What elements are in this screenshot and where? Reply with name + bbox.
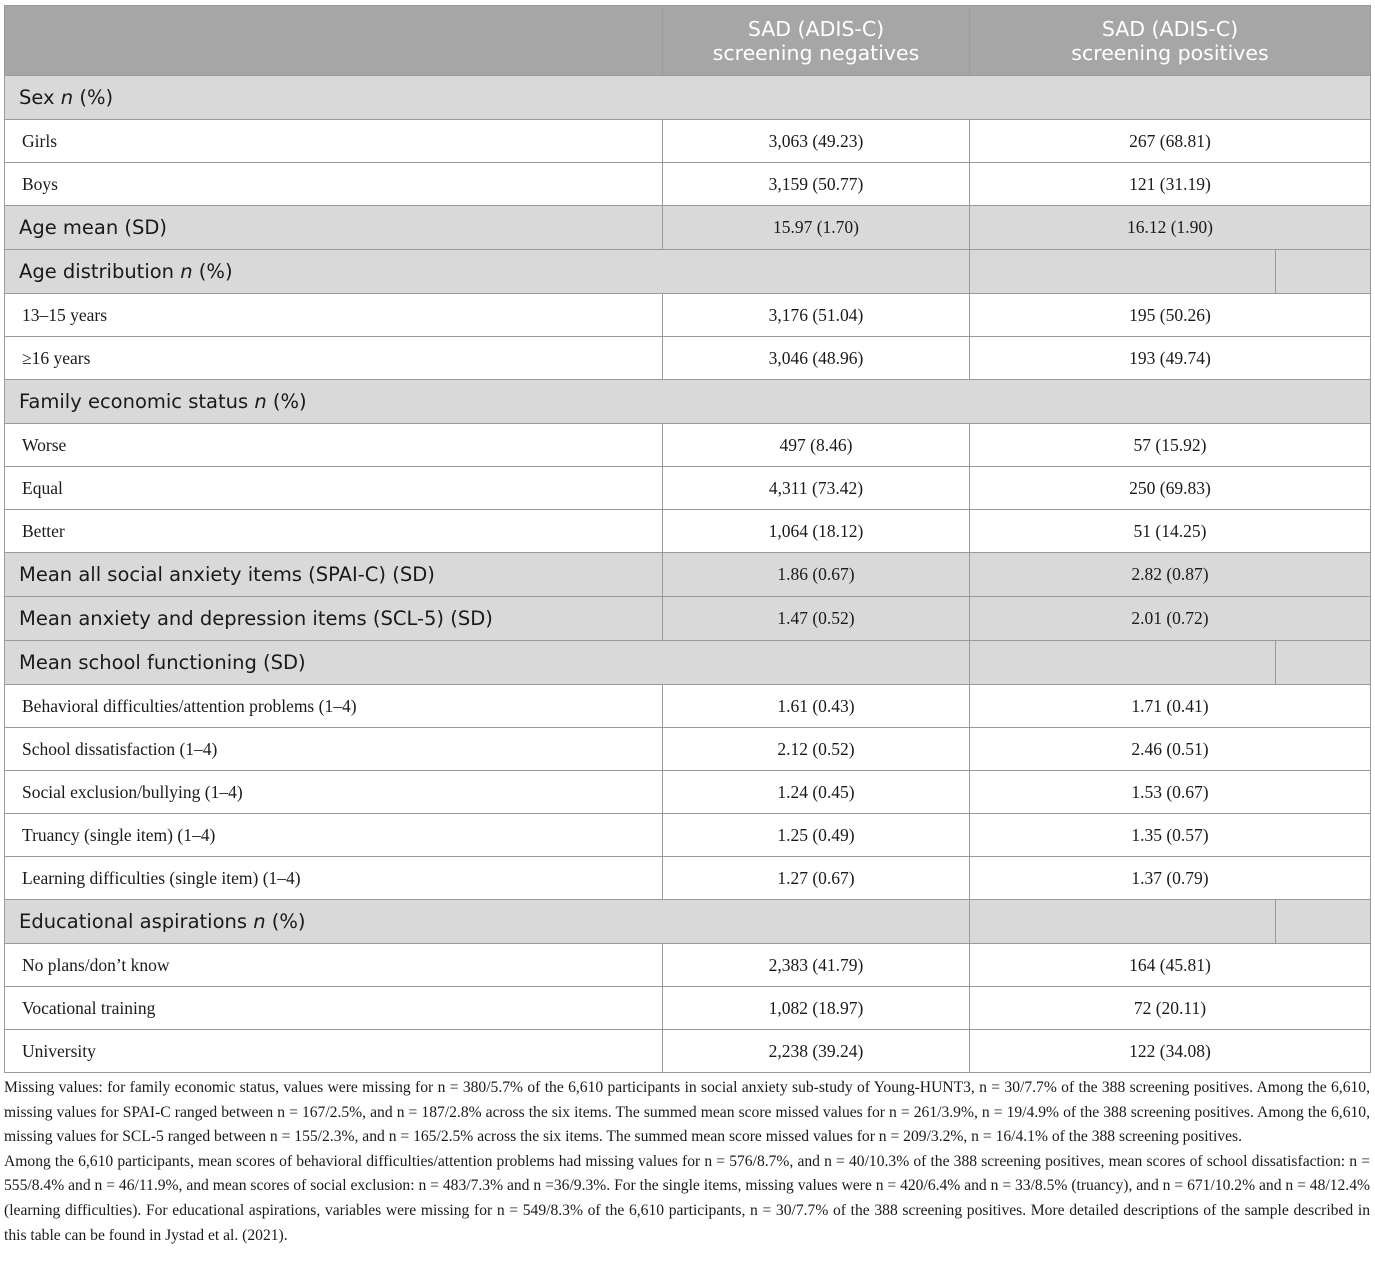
- table-footnotes: [4, 1076, 1370, 1248]
- value-negatives: 1,064 (18.12): [663, 510, 970, 553]
- section-label-text: Family economic status: [19, 390, 255, 413]
- section-label-school-functioning: Mean school functioning (SD): [5, 641, 970, 685]
- section-row-educational-aspirations: [5, 900, 1371, 944]
- row-label: University: [5, 1030, 663, 1073]
- value-positives: 1.53 (0.67): [970, 771, 1371, 814]
- row-label: Girls: [5, 120, 663, 163]
- section-row-sex: [5, 76, 1371, 120]
- table-row: [5, 857, 1371, 900]
- value-negatives: 1.27 (0.67): [663, 857, 970, 900]
- section-label-italic: n: [254, 390, 267, 413]
- value-positives: 2.46 (0.51): [970, 728, 1371, 771]
- value-negatives: 2,383 (41.79): [663, 944, 970, 987]
- header-negatives-line2: screening negatives: [712, 40, 920, 65]
- value-negatives: 1.25 (0.49): [663, 814, 970, 857]
- value-positives: 122 (34.08): [970, 1030, 1371, 1073]
- section-label-italic: n: [60, 86, 74, 109]
- table-row: [5, 120, 1371, 163]
- value-positives: 250 (69.83): [970, 467, 1371, 510]
- footnote-paragraph-2: Among the 6,610 participants, mean scores of behavioral difficulties/attention problems had missing values for n = 576/8.7%, and n = 40/10.3% of the 388 screening positives, mean scores of school dissatisfaction: n = 555/8.4% and n = 46/11.9%, and mean scores of social exclusion: n = 483/7.3% and n =36/9.3%. For the single items, missing values were n = 420/6.4% and n = 33/8.5% (truancy), and n = 671/10.2% and n = 48/12.4% (learning difficulties). For educational aspirations, variables were missing for n = 549/8.3% of the 6,610 participants, n = 30/7.7% of the 388 screening positives. More detailed descriptions of the sample described in this table can be found in Jystad et al. (2021).: [4, 1152, 1370, 1244]
- section-label-family-economic-status: [5, 380, 1371, 424]
- section-label-sex: [5, 76, 1371, 120]
- header-positives-line1: SAD (ADIS-C): [1101, 16, 1239, 41]
- value-positives: 164 (45.81): [970, 944, 1371, 987]
- table-row: [5, 467, 1371, 510]
- value-negatives: 1.24 (0.45): [663, 771, 970, 814]
- table-row: [5, 728, 1371, 771]
- header-blank-cell: [5, 6, 663, 76]
- header-negatives: [663, 6, 970, 76]
- section-label-spai-c: Mean all social anxiety items (SPAI-C) (SD): [5, 553, 663, 597]
- value-positives: 1.35 (0.57): [970, 814, 1371, 857]
- row-label: Vocational training: [5, 987, 663, 1030]
- section-split-cell: [970, 900, 1371, 944]
- section-label-age-mean: Age mean (SD): [5, 206, 663, 250]
- value-negatives: 1.61 (0.43): [663, 685, 970, 728]
- value-negatives: 497 (8.46): [663, 424, 970, 467]
- value-negatives: 1.86 (0.67): [663, 553, 970, 597]
- value-positives: 1.71 (0.41): [970, 685, 1371, 728]
- section-split-cell: [970, 250, 1371, 294]
- header-positives-line2: screening positives: [1071, 40, 1269, 65]
- row-label: Better: [5, 510, 663, 553]
- table-header-row: [5, 6, 1371, 76]
- section-label-suffix: (%): [73, 86, 114, 109]
- section-label-age-distribution: [5, 250, 970, 294]
- value-positives: 193 (49.74): [970, 337, 1371, 380]
- data-table-container: [4, 5, 1370, 1073]
- value-positives: 2.01 (0.72): [970, 597, 1371, 641]
- value-positives: 195 (50.26): [970, 294, 1371, 337]
- header-positives: [970, 6, 1371, 76]
- section-label-educational-aspirations: [5, 900, 970, 944]
- row-label: Learning difficulties (single item) (1–4): [5, 857, 663, 900]
- value-negatives: 15.97 (1.70): [663, 206, 970, 250]
- section-label-suffix: (%): [266, 390, 307, 413]
- section-label-scl-5: Mean anxiety and depression items (SCL-5) (SD): [5, 597, 663, 641]
- row-label: School dissatisfaction (1–4): [5, 728, 663, 771]
- row-label: Boys: [5, 163, 663, 206]
- value-positives: 1.37 (0.79): [970, 857, 1371, 900]
- header-negatives-line1: SAD (ADIS-C): [747, 16, 885, 41]
- row-label: ≥16 years: [5, 337, 663, 380]
- section-label-text: Age distribution: [19, 260, 181, 283]
- footnote-paragraph-1: Missing values: for family economic status, values were missing for n = 380/5.7% of the 6,610 participants in social anxiety sub-study of Young-HUNT3, n = 30/7.7% of the 388 screening positives. Among the 6,610, missing values for SPAI-C ranged between n = 167/2.5%, and n = 187/2.8% across the six items. The summed mean score missed values for n = 261/3.9%, n = 19/4.9% of the 388 screening positives. Among the 6,610, missing values for SCL-5 ranged between n = 155/2.3%, and n = 165/2.5% across the six items. The summed mean score missed values for n = 209/3.2%, n = 16/4.1% of the 388 screening positives.: [4, 1079, 1370, 1146]
- table-row: [5, 163, 1371, 206]
- value-negatives: 3,063 (49.23): [663, 120, 970, 163]
- value-positives: 16.12 (1.90): [970, 206, 1371, 250]
- table-row: [5, 814, 1371, 857]
- section-label-text: Sex: [19, 86, 61, 109]
- section-row-school-functioning: [5, 641, 1371, 685]
- row-label: Behavioral difficulties/attention problems (1–4): [5, 685, 663, 728]
- value-negatives: 1.47 (0.52): [663, 597, 970, 641]
- value-negatives: 4,311 (73.42): [663, 467, 970, 510]
- section-row-scl-5: [5, 597, 1371, 641]
- section-label-suffix: (%): [265, 910, 306, 933]
- section-row-age-distribution: [5, 250, 1371, 294]
- characteristics-table: [4, 5, 1371, 1073]
- section-row-family-economic-status: [5, 380, 1371, 424]
- value-positives: 51 (14.25): [970, 510, 1371, 553]
- value-negatives: 3,046 (48.96): [663, 337, 970, 380]
- row-label: Social exclusion/bullying (1–4): [5, 771, 663, 814]
- value-positives: 267 (68.81): [970, 120, 1371, 163]
- row-label: Worse: [5, 424, 663, 467]
- value-negatives: 3,176 (51.04): [663, 294, 970, 337]
- row-label: 13–15 years: [5, 294, 663, 337]
- section-label-suffix: (%): [192, 260, 233, 283]
- section-split-cell: [970, 641, 1371, 685]
- value-negatives: 2.12 (0.52): [663, 728, 970, 771]
- table-row: [5, 987, 1371, 1030]
- section-label-text: Educational aspirations: [19, 910, 254, 933]
- table-row: [5, 294, 1371, 337]
- value-positives: 121 (31.19): [970, 163, 1371, 206]
- table-row: [5, 337, 1371, 380]
- table-row: [5, 1030, 1371, 1073]
- table-row: [5, 510, 1371, 553]
- section-label-italic: n: [253, 910, 266, 933]
- value-negatives: 2,238 (39.24): [663, 1030, 970, 1073]
- row-label: Equal: [5, 467, 663, 510]
- value-positives: 57 (15.92): [970, 424, 1371, 467]
- table-row: [5, 424, 1371, 467]
- row-label: No plans/don’t know: [5, 944, 663, 987]
- section-row-spai-c: [5, 553, 1371, 597]
- section-row-age-mean: [5, 206, 1371, 250]
- row-label: Truancy (single item) (1–4): [5, 814, 663, 857]
- table-row: [5, 685, 1371, 728]
- table-row: [5, 944, 1371, 987]
- value-positives: 2.82 (0.87): [970, 553, 1371, 597]
- table-row: [5, 771, 1371, 814]
- value-positives: 72 (20.11): [970, 987, 1371, 1030]
- section-label-italic: n: [180, 260, 193, 283]
- value-negatives: 1,082 (18.97): [663, 987, 970, 1030]
- value-negatives: 3,159 (50.77): [663, 163, 970, 206]
